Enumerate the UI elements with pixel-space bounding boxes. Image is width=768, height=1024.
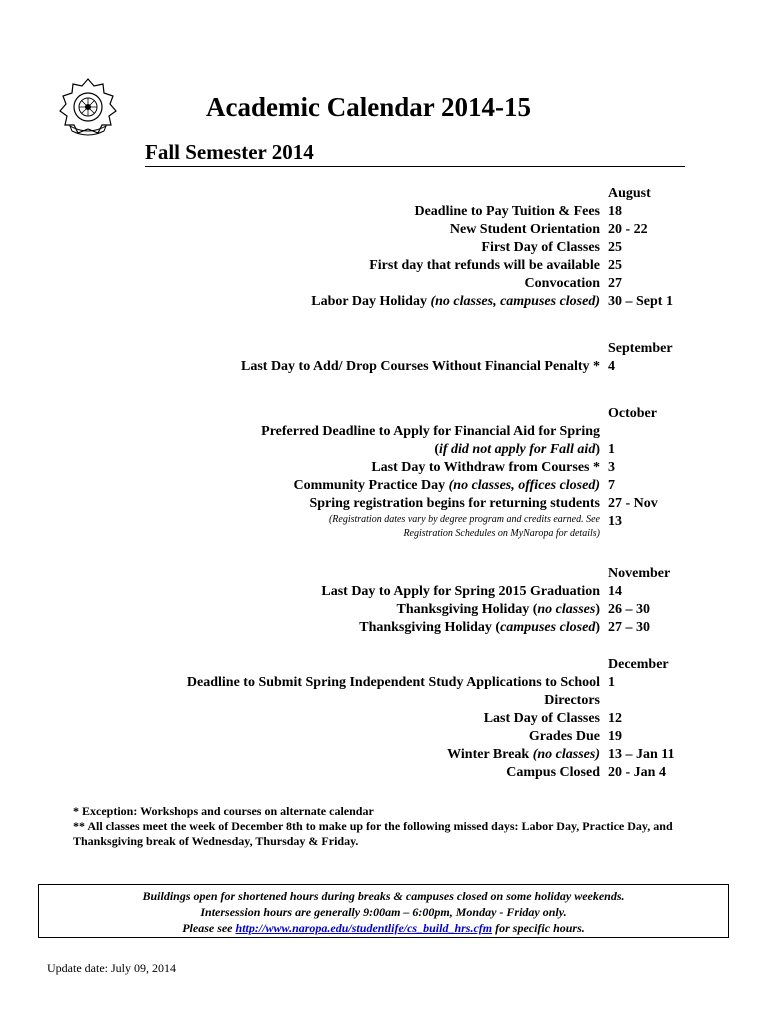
- calendar-schedule: [0, 185, 768, 782]
- event-row: Community Practice Day (no classes, offices closed) 7: [293, 478, 615, 493]
- naropa-seal-icon: [56, 76, 120, 140]
- event-row: Convocation 27: [524, 276, 622, 291]
- event-row: Deadline to Pay Tuition & Fees 18: [414, 204, 622, 219]
- page-title: Academic Calendar 2014-15: [206, 92, 531, 122]
- heading-divider: [145, 166, 685, 167]
- event-row: First day that refunds will be available 25: [369, 258, 622, 273]
- footnotes: [73, 804, 723, 849]
- month-heading-august: August: [608, 186, 651, 201]
- month-heading-november: November: [608, 566, 671, 581]
- building-hours-link[interactable]: http://www.naropa.edu/studentlife/cs_build_hrs.cfm: [235, 921, 493, 935]
- building-hours-notice: Buildings open for shortened hours during breaks & campuses closed on some holiday weekends. Intersession hours are generally 9:00am – 6:00pm, Monday - Friday only. Please see http://www.naropa.edu/studentlife/cs_build_hrs.cfm for specific hours.: [38, 884, 729, 938]
- event-row: Winter Break (no classes) 13 – Jan 11: [447, 747, 675, 762]
- semester-heading: Fall Semester 2014: [145, 140, 314, 164]
- footnote-makeup-days: ** All classes meet the week of December 8th to make up for the following missed days: Labor Day, Practice Day, and Thanksgiving break of Wednesday, Thursday & Friday.: [73, 819, 673, 848]
- registration-note: (Registration dates vary by degree program and credits earned. See Registration Schedules on MyNaropa for details): [328, 514, 600, 539]
- event-row: Last Day of Classes 12: [483, 711, 622, 726]
- month-heading-september: September: [608, 341, 673, 356]
- event-row: Preferred Deadline to Apply for Financial Aid for Spring (if did not apply for Fall aid) 1: [261, 424, 615, 457]
- event-row: Deadline to Submit Spring Independent Study Applications to School Directors 1: [186, 675, 615, 708]
- footnote-exception: * Exception: Workshops and courses on alternate calendar: [73, 804, 374, 818]
- event-row: Thanksgiving Holiday (no classes) 26 – 30: [396, 602, 650, 617]
- event-row: Spring registration begins for returning students (Registration dates vary by degree program and credits earned. See Registration Schedules on MyNaropa for details) 27 - Nov 13: [0, 495, 768, 541]
- event-row: First Day of Classes 25: [481, 240, 622, 255]
- event-row: Last Day to Add/ Drop Courses Without Financial Penalty * 4: [241, 359, 615, 374]
- event-row: Campus Closed 20 - Jan 4: [506, 765, 666, 780]
- month-heading-december: December: [608, 657, 669, 672]
- event-row: Thanksgiving Holiday (campuses closed) 27 – 30: [359, 620, 650, 635]
- event-row: Grades Due 19: [528, 729, 622, 744]
- month-heading-october: October: [608, 406, 657, 421]
- update-date: Update date: July 09, 2014: [47, 961, 176, 975]
- event-row: Labor Day Holiday (no classes, campuses closed) 30 – Sept 1: [311, 294, 673, 309]
- event-row: Last Day to Withdraw from Courses * 3: [371, 460, 615, 475]
- event-row: New Student Orientation 20 - 22: [449, 222, 648, 237]
- event-row: Last Day to Apply for Spring 2015 Graduation 14: [321, 584, 622, 599]
